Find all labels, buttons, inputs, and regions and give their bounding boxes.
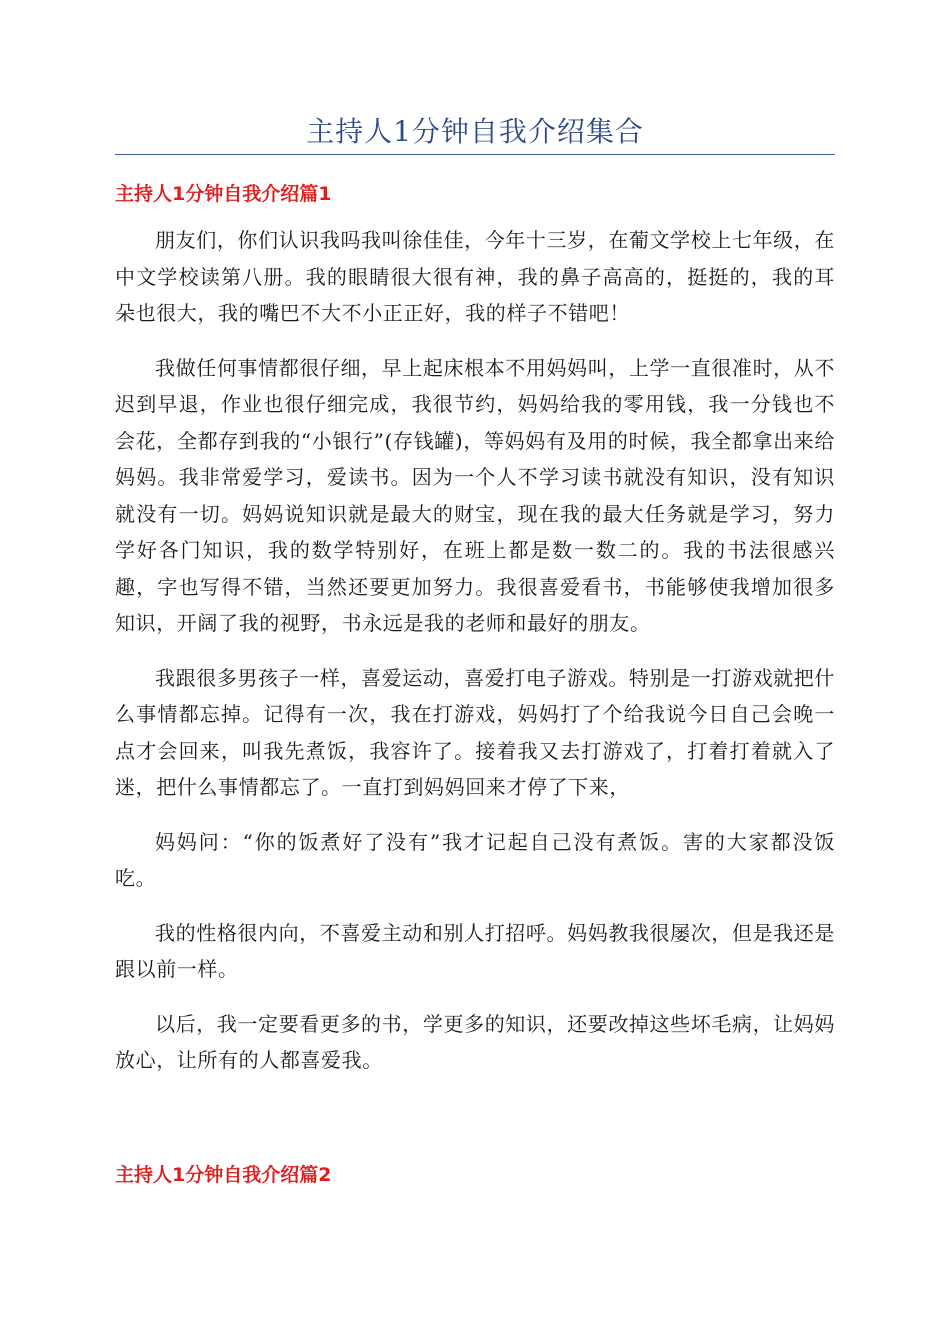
paragraph: 朋友们，你们认识我吗我叫徐佳佳，今年十三岁，在葡文学校上七年级，在中文学校读第八册。我的眼睛很大很有神，我的鼻子高高的，挺挺的，我的耳朵也很大，我的嘴巴不大不小正正好，我的样子不错吧！ bbox=[115, 228, 835, 325]
paragraph: 妈妈问：“你的饭煮好了没有”我才记起自己没有煮饭。害的大家都没饭吃。 bbox=[115, 829, 835, 890]
paragraph: 我做任何事情都很仔细，早上起床根本不用妈妈叫，上学一直很准时，从不迟到早退，作业也很仔细完成，我很节约，妈妈给我的零用钱，我一分钱也不会花，全都存到我的“小银行”(存钱罐)，等妈妈有及用的时候，我全都拿出来给妈妈。我非常爱学习，爱读书。因为一个人不学习读书就没有知识，没有知识就没有一切。妈妈说知识就是最大的财宝，现在我的最大任务就是学习，努力学好各门知识，我的数学特别好，在班上都是数一数二的。我的书法很感兴趣，字也写得不错，当然还要更加努力。我很喜爱看书，书能够使我增加很多知识，开阔了我的视野，书永远是我的老师和最好的朋友。 bbox=[115, 355, 835, 635]
title-underline bbox=[115, 154, 835, 155]
section-1-body bbox=[115, 222, 835, 1097]
section-heading-2: 主持人1分钟自我介绍篇2 bbox=[115, 1164, 332, 1186]
paragraph: 我跟很多男孩子一样，喜爱运动，喜爱打电子游戏。特别是一打游戏就把什么事情都忘掉。记得有一次，我在打游戏，妈妈打了个给我说今日自己会晚一点才会回来，叫我先煮饭，我容许了。接着我又去打游戏了，打着打着就入了迷，把什么事情都忘了。一直打到妈妈回来才停了下来， bbox=[115, 665, 835, 799]
paragraph: 以后，我一定要看更多的书，学更多的知识，还要改掉这些坏毛病，让妈妈放心，让所有的人都喜爱我。 bbox=[115, 1011, 835, 1072]
paragraph: 我的性格很内向，不喜爱主动和别人打招呼。妈妈教我很屡次，但是我还是跟以前一样。 bbox=[115, 920, 835, 981]
document-title: 主持人1分钟自我介绍集合 bbox=[306, 115, 644, 148]
section-heading-1: 主持人1分钟自我介绍篇1 bbox=[115, 183, 332, 205]
